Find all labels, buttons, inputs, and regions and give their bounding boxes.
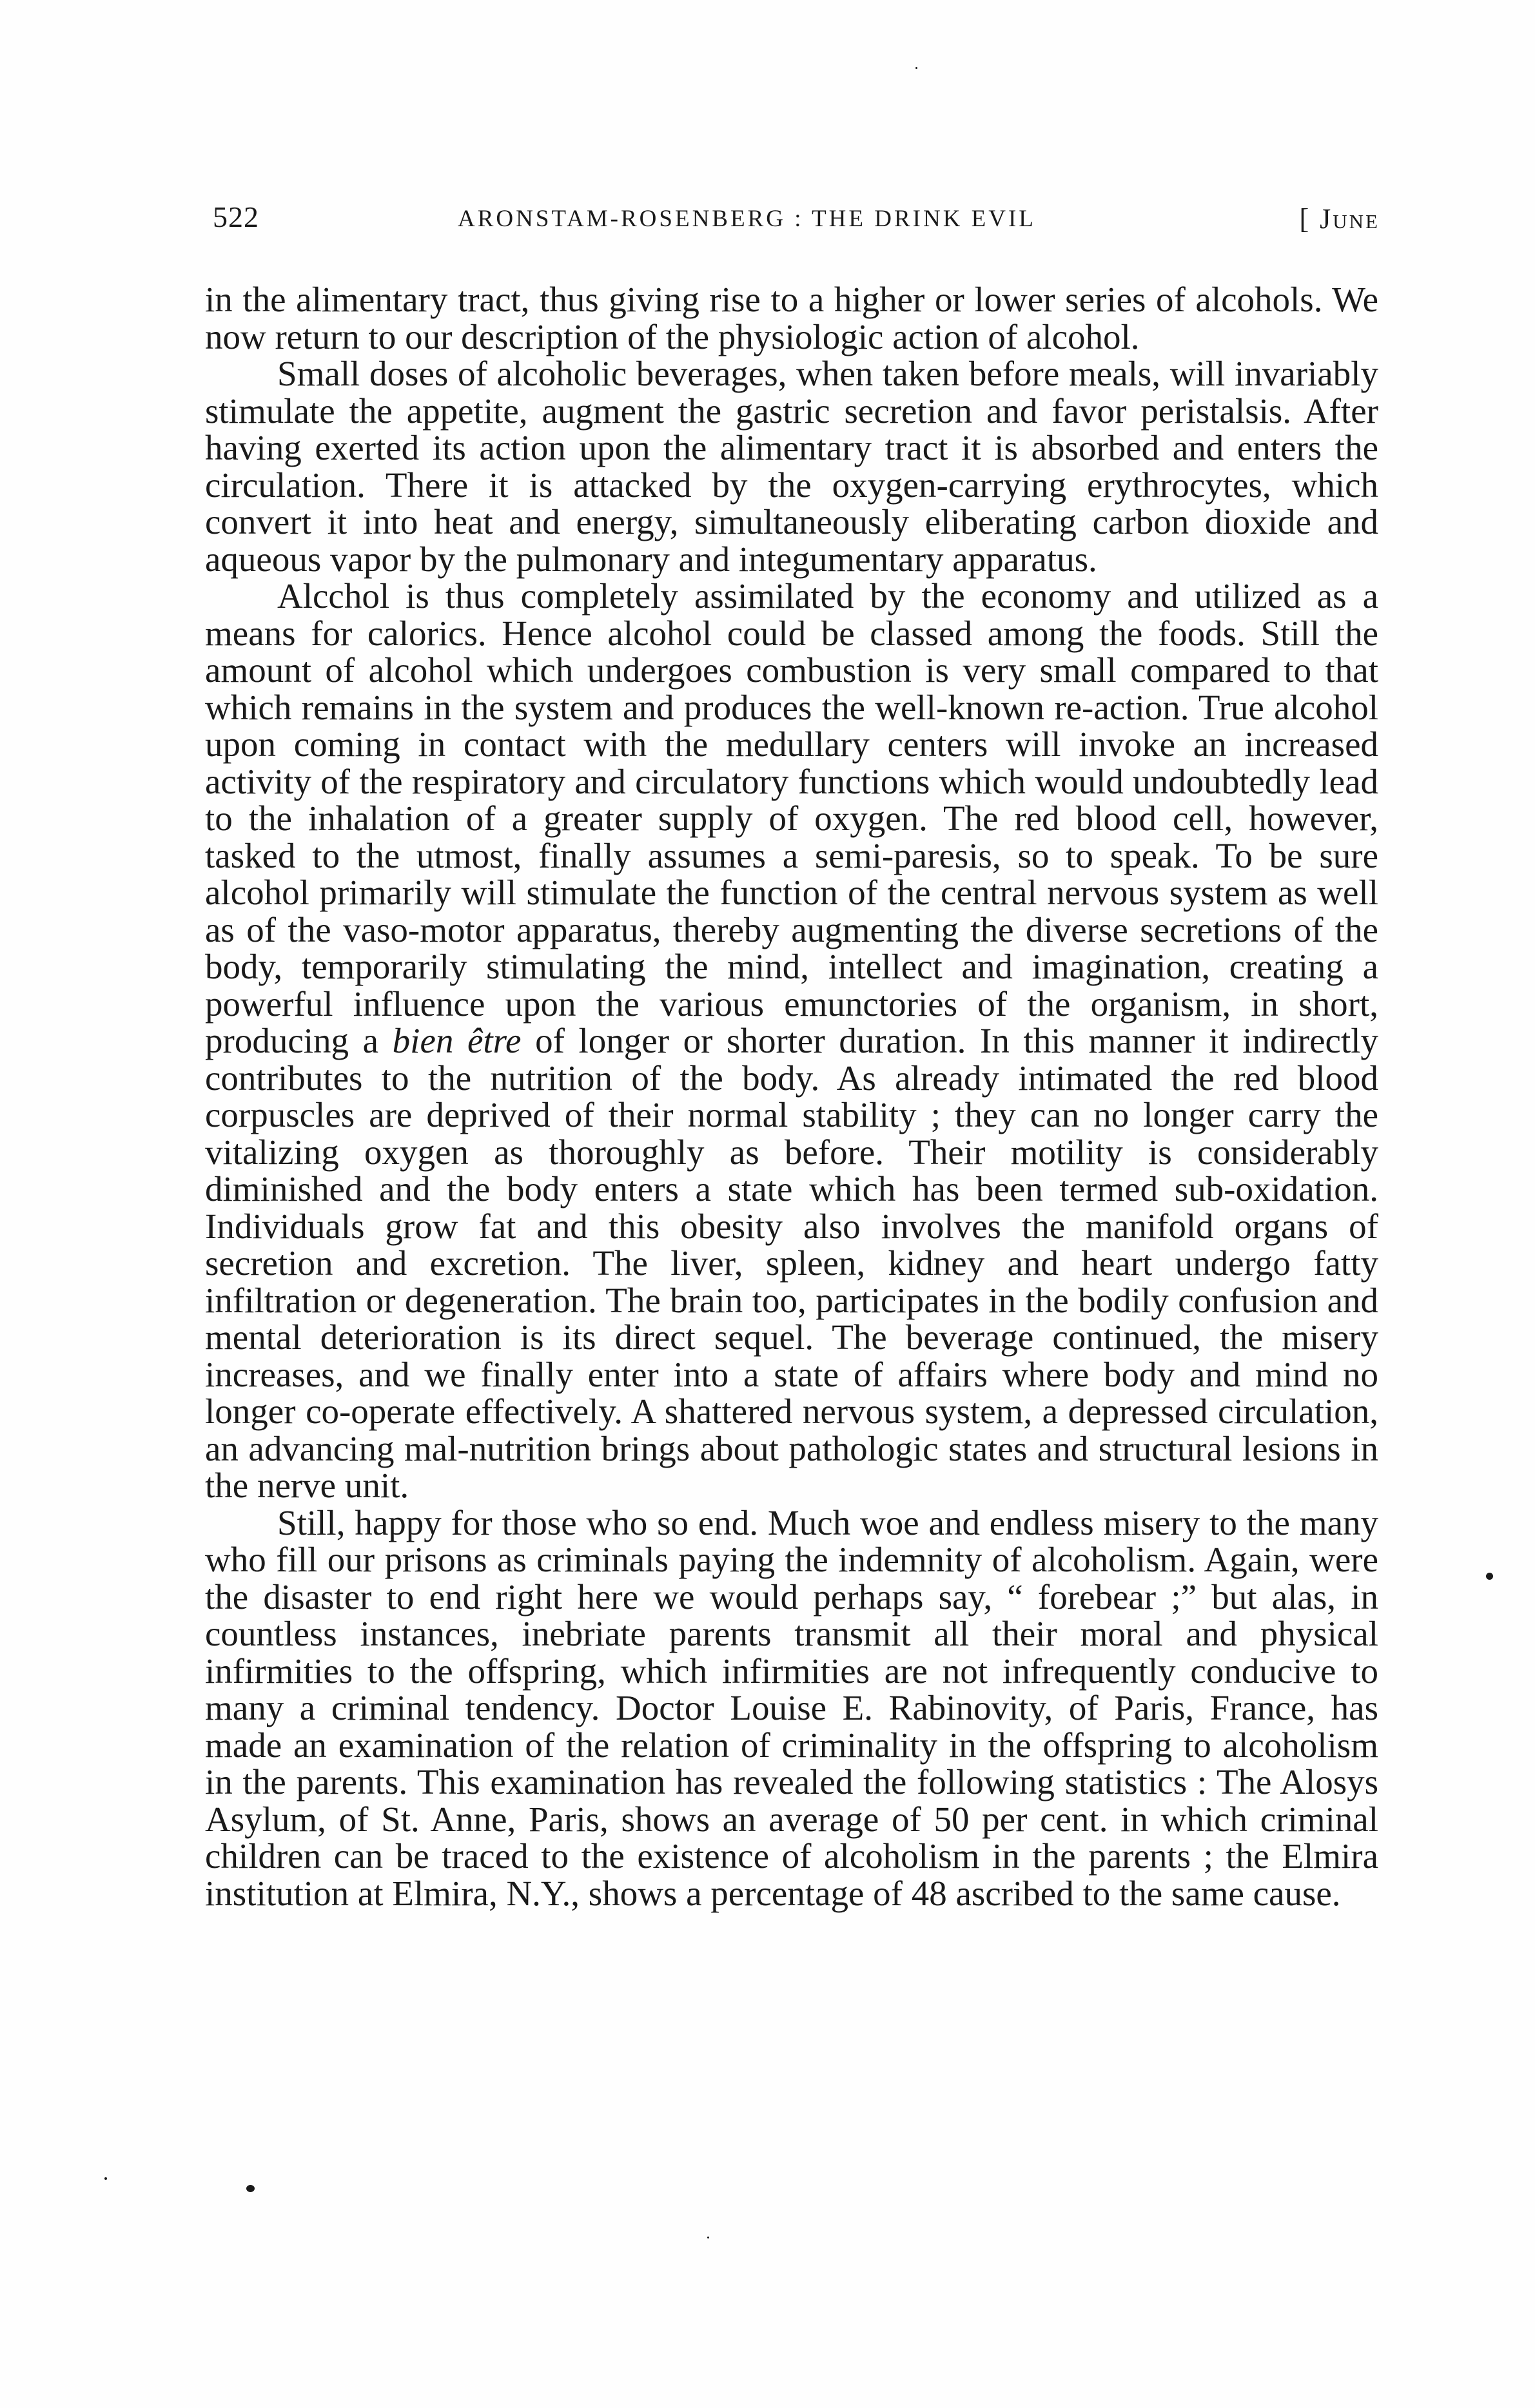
paragraph-small-doses: Small doses of alcoholic beverages, when taken before meals, will invariably stimulate the appetite, augment the gastric secretion and favor peristalsis. After having exerted its action upon the alimentary tract it is absorbed and enters the circulation. There it is attacked by the oxygen-carrying erythrocytes, which convert it into heat and energy, simultaneously eliberating carbon dioxide and aqueous vapor by the pulmonary and integumentary apparatus.: [205, 354, 1378, 579]
foreign-phrase: bien être: [392, 1021, 522, 1060]
article-body: [205, 281, 1378, 1912]
running-head: [213, 200, 1380, 245]
ink-speck: [246, 2185, 255, 2192]
paragraph-assimilation: [205, 578, 1378, 1504]
page-number: 522: [213, 200, 259, 233]
paragraph-assimilation-part-2: of longer or shorter duration. In this manner it indirectly contributes to the nutrition of the body. As already intimated the red blood corpuscles are deprived of their normal stability ; they can no longer carry the vitalizing oxygen as thoroughly as before. Their motility is considerably diminished and the body enters a state which has been termed sub-oxidation. Individuals grow fat and this obesity also involves the manifold organs of secretion and excretion. The liver, spleen, kidney and heart undergo fatty infiltration or degeneration. The brain too, participates in the bodily confusion and mental deterioration is its direct sequel. The beverage continued, the misery increases, and we finally enter into a state of affairs where body and mind no longer co-operate effectively. A shattered nervous system, a depressed circulation, an advancing mal-nutrition brings about pathologic states and structural lesions in the nerve unit.: [205, 1021, 1379, 1505]
paragraph-criminality: Still, happy for those who so end. Much woe and endless misery to the many who fill our prisons as criminals paying the indemnity of alcoholism. Again, were the disaster to end right here we would perhaps say, “ forebear ;” but alas, in countless instances, inebriate parents transmit all their moral and physical infirmities to the offspring, which infirmities are not infrequently conducive to many a criminal tendency. Doctor Louise E. Rabinovity, of Paris, France, has made an examination of the relation of criminality in the offspring to alcoholism in the parents. This examination has revealed the following statistics : The Alosys Asylum, of St. Anne, Paris, shows an average of 50 per cent. in which criminal children can be traced to the existence of alcoholism in the parents ; the Elmira institution at Elmira, N.Y., shows a percentage of 48 ascribed to the same cause.: [205, 1502, 1378, 1913]
paragraph-assimilation-part-1: Alcchol is thus completely assimilated by the economy and utilized as a means for calorics. Hence alcohol could be classed among the foods. Still the amount of alcohol which undergoes combustion is very small compared to that which remains in the system and produces the well-known re-action. True alcohol upon coming in contact with the medullary centers will invoke an increased activity of the respiratory and circulatory functions which would undoubtedly lead to the inhalation of a greater supply of oxygen. The red blood cell, however, tasked to the utmost, finally assumes a semi-paresis, so to speak. To be sure alcohol primarily will stimulate the function of the central nervous system as well as of the vaso-motor apparatus, thereby augmenting the diverse secretions of the body, temporarily stimulating the mind, intellect and imagination, creating a powerful influence upon the various emunctories of the organism, in short, producing a: [205, 576, 1378, 1060]
issue-month: [ June: [1299, 203, 1380, 235]
ink-speck: [1486, 1573, 1493, 1580]
paragraph-continued: in the alimentary tract, thus giving rise to a higher or lower series of alcohols. We now return to our description of the physiologic action of alcohol.: [205, 280, 1378, 356]
running-title: ARONSTAM-ROSENBERG : THE DRINK EVIL: [458, 206, 1036, 232]
ink-speck: [915, 67, 917, 69]
ink-speck: [707, 2237, 709, 2238]
ink-speck: [104, 2177, 107, 2180]
